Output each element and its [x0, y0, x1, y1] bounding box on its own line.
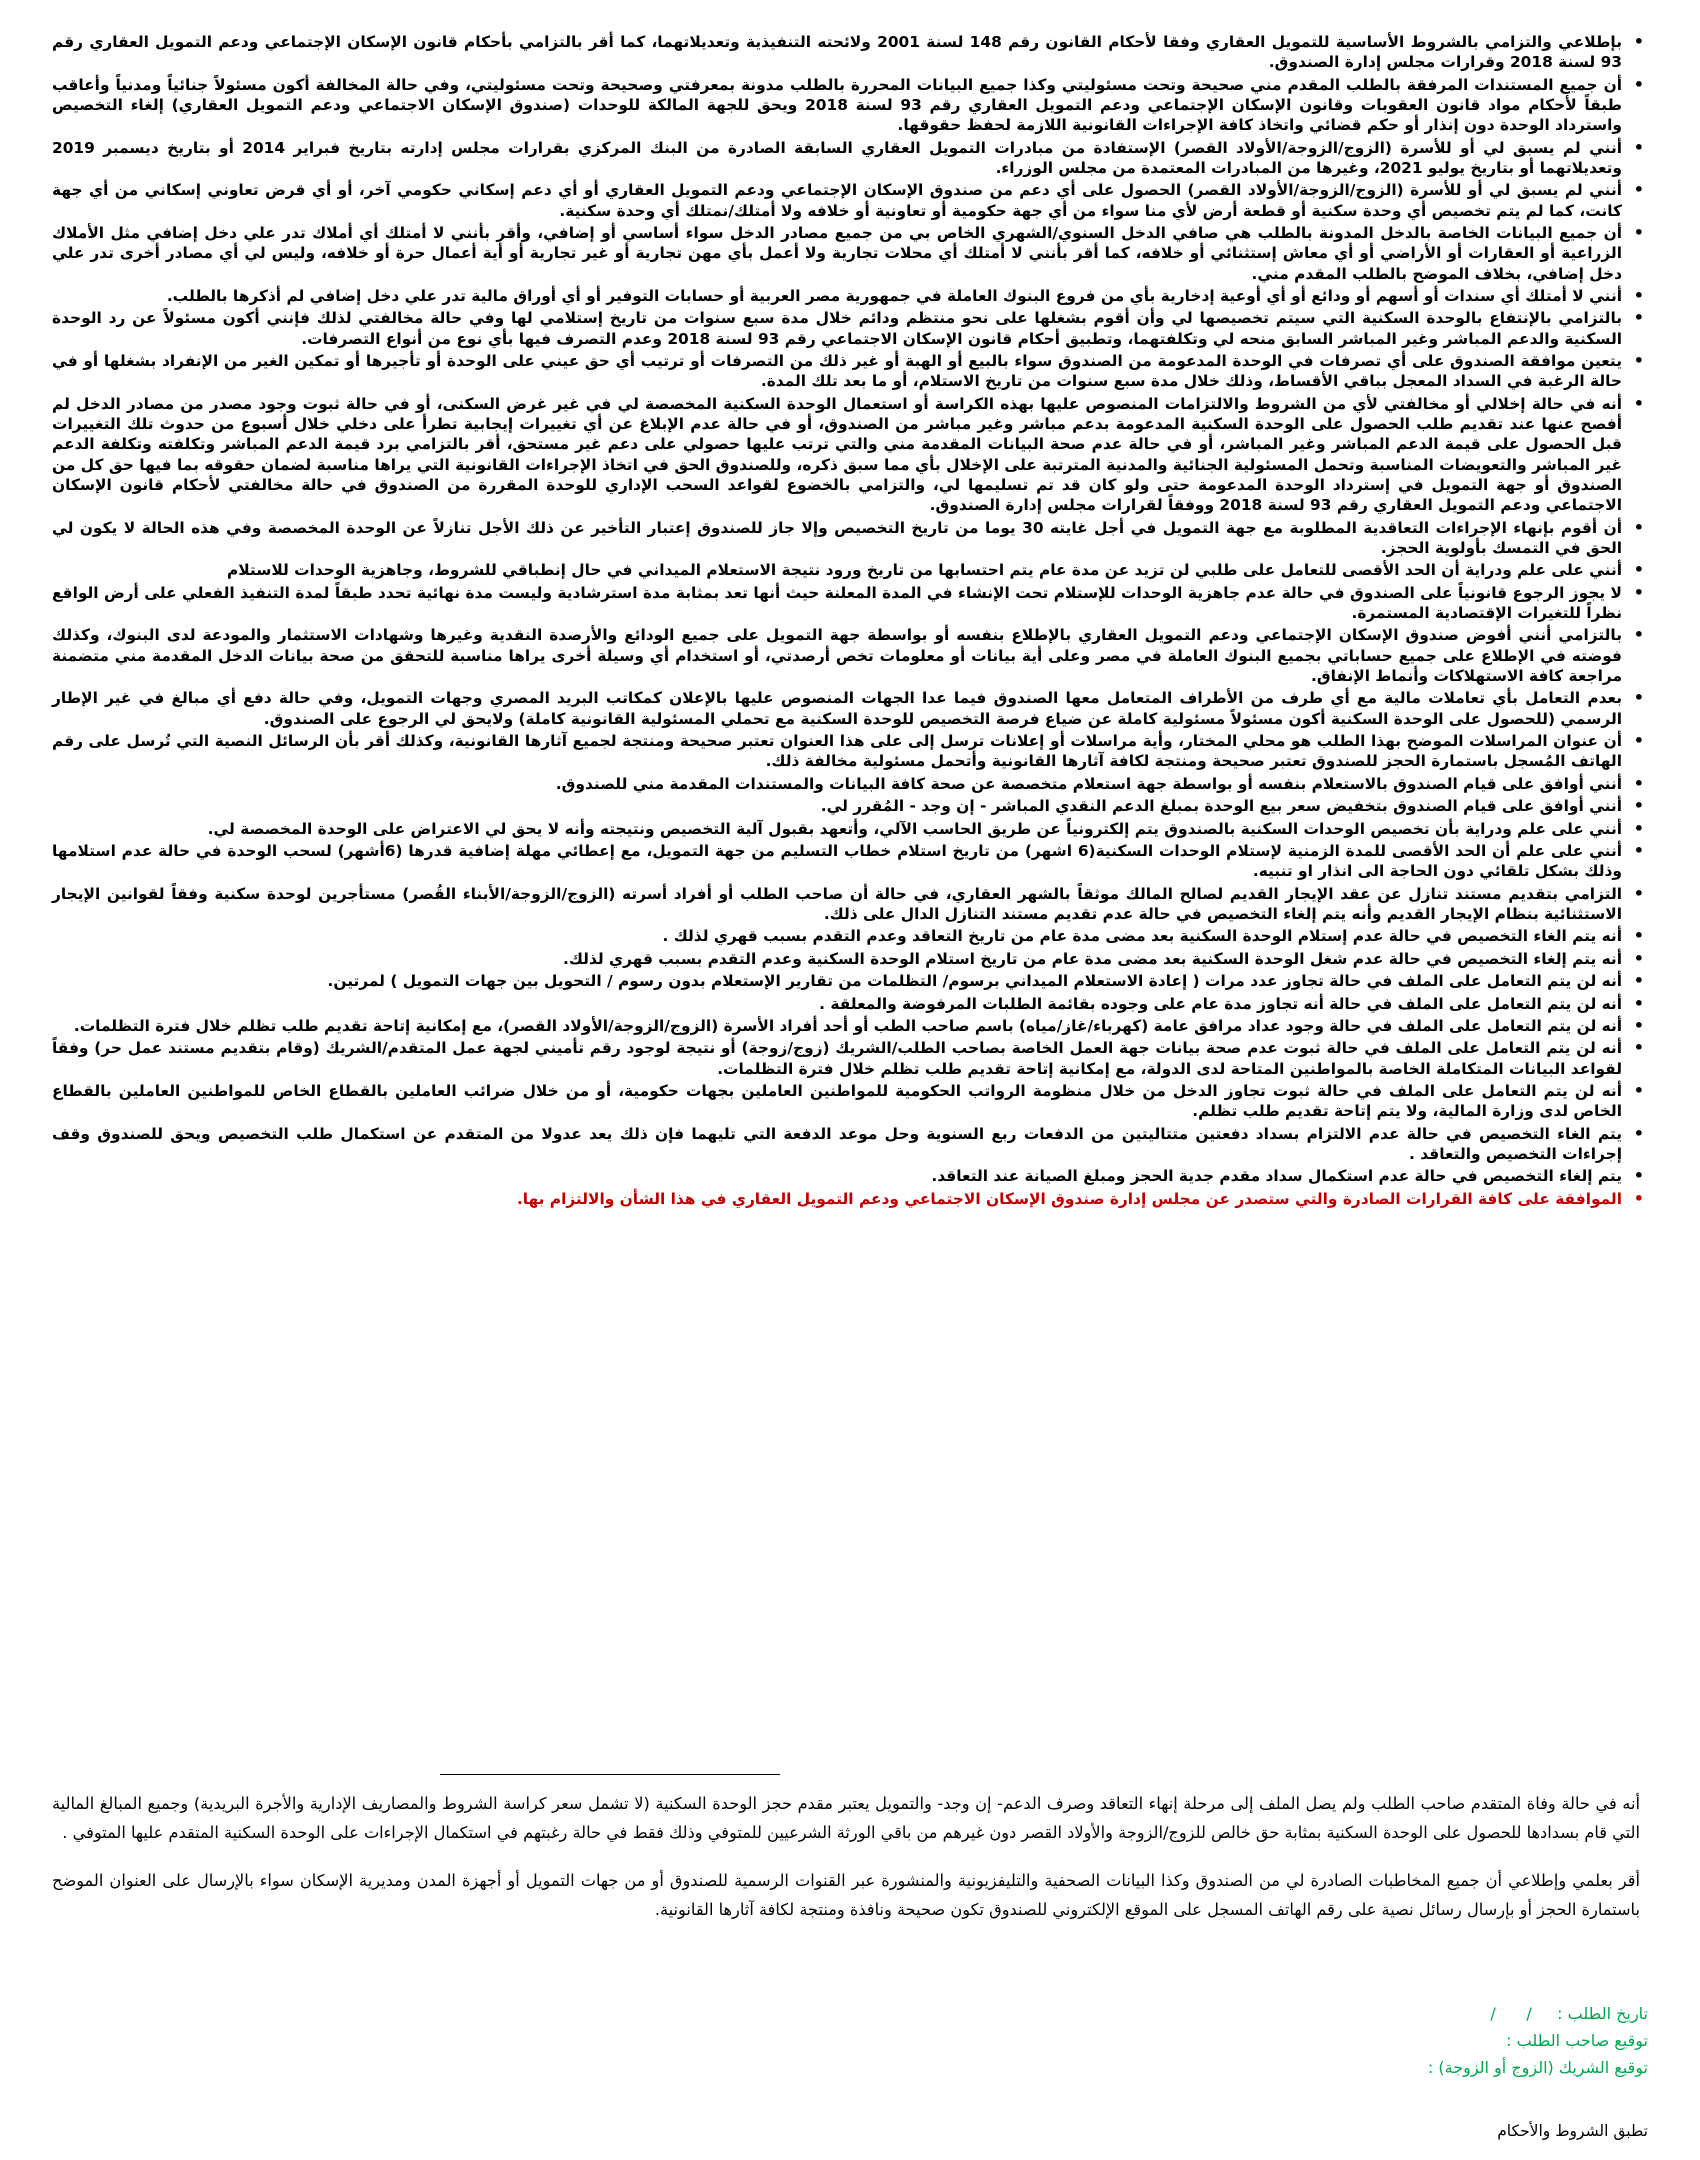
term-item: • أنني لم يسبق لي أو للأسرة (الزوج/الزوجة/الأولاد القصر) الإستفادة من مبادرات التمويل العقاري السابقة الصادرة من البنك المركزي بقرارات مجلس إدارته بتاريخ فبراير 2014 أو بتاريخ ديسمبر 2019 وتعديلاتهما أو بتاريخ يوليو 2021، وغيرها من المبادرات المعتمدة من مجلس الوزراء.	[52, 138, 1622, 179]
term-item: • بعدم التعامل بأي تعاملات مالية مع أي طرف من الأطراف المتعامل معها الصندوق فيما عدا الجهات المنصوص عليها بالإعلان كمكاتب البريد المصري وجهات التمويل، وفي حالة دفع أي مبالغ في غير الإطار الرسمي (للحصول على الوحدة السكنية أكون مسئولاً مسئولية كاملة عن ضياع فرصة التخصيص للوحدة السكنية مع تحملي المسئولية القانونية كاملة) ولايحق لي الرجوع على الصندوق.	[52, 688, 1622, 729]
term-item: • أنه في حالة إخلالي أو مخالفتي لأي من الشروط والالتزامات المنصوص عليها بهذه الكراسة أو استعمال الوحدة السكنية المخصصة لي في غير غرض السكنى، أو في حالة ثبوت وجود مصدر من مصادر الدخل لم أفصح عنها عند تقديم طلب الحصول على الوحدة السكنية المدعومة بدعم مباشر وغير مباشر من الصندوق، أو في حالة عدم الإبلاغ عن أي تغييرات إيجابية تطرأ على دخلي خلال أسبوع من حدوث تلك التغييرات قبل الحصول على قيمة الدعم المباشر وغير المباشر، أو في حالة عدم صحة البيانات المقدمة مني والتي ترتب عليها حصولي على دعم غير مستحق، أقر بالتزامي برد قيمة الدعم المباشر وتكلفته وتكلفة الدعم غير المباشر والتعويضات المناسبة وتحمل المسئولية الجنائية والمدنية المترتبة على الإخلال بأي مما سبق ذكره، وللصندوق الحق في اتخاذ الإجراءات القانونية التي يراها مناسبة لضمان حقوقه بما فيها حق كل من الصندوق أو جهة التمويل في إسترداد الوحدة المدعومة حتى ولو كان قد تم تسليمها لي، والتزامي بالخضوع لقواعد السحب الإداري للوحدة المقررة من الصندوق في حالة مخالفتي لأحكام قانون الإسكان الاجتماعي ودعم التمويل العقاري رقم 93 لسنة 2018 ووفقاً لقرارات مجلس إدارة الصندوق.	[52, 394, 1622, 516]
term-item: • أنني لم يسبق لي أو للأسرة (الزوج/الزوجة/الأولاد القصر) الحصول على أي دعم من صندوق الإسكان الإجتماعي ودعم التمويل العقاري أو أي دعم إسكاني حكومي آخر، أو أي قرض تعاوني إسكاني من أي جهة كانت، كما لم يتم تخصيص أي وحدة سكنية أو قطعة أرض لأي منا سواء من أي جهة حكومية أو تعاونية أو خلافه ولا أمتلك/نمتلك أي وحدة سكنية.	[52, 180, 1622, 221]
term-item: • أنني على علم ودراية أن الحد الأقصى للتعامل على طلبي لن تزيد عن مدة عام يتم احتسابها من تاريخ ورود نتيجة الاستعلام الميداني في حال إنطباقي للشروط، وجاهزية الوحدات للاستلام	[52, 560, 1622, 580]
term-item: • يتم إلغاء التخصيص في حالة عدم استكمال سداد مقدم جدية الحجز ومبلغ الصيانة عند التعاقد.	[52, 1166, 1622, 1186]
term-item: • أن أقوم بإنهاء الإجراءات التعاقدية المطلوبة مع جهة التمويل في أجل غايته 30 يوما من تاريخ التخصيص وإلا جاز للصندوق إعتبار التأخير عن ذلك الأجل تنازلاً عن الوحدة المخصصة وفي هذه الحالة لا يكون لي الحق في التمسك بأولوية الحجز.	[52, 518, 1622, 559]
term-item: • بإطلاعي والتزامي بالشروط الأساسية للتمويل العقاري وفقا لأحكام القانون رقم 148 لسنة 2001 ولائحته التنفيذية وتعديلاتهما، كما أقر بالتزامي بأحكام قانون الإسكان الإجتماعي ودعم التمويل العقاري رقم 93 لسنة 2018 وقرارات مجلس إدارة الصندوق.	[52, 32, 1622, 73]
note-paragraph: أنه في حالة وفاة المتقدم صاحب الطلب ولم يصل الملف إلى مرحلة إنهاء التعاقد وصرف الدعم- إن وجد- والتمويل يعتبر مقدم حجز الوحدة السكنية (لا تشمل سعر كراسة الشروط والمصاريف الإدارية والأجرة البريدية) وجميع المبالغ المالية التي قام بسدادها للحصول على الوحدة السكنية بمثابة حق خالص للزوج/الزوجة والأولاد القصر دون غيرهم من باقي الورثة الشرعيين للمتوفي وذلك فقط في حالة رغبتهم في استكمال الإجراءات على الوحدة السكنية المتقدم عليها المتوفي .	[52, 1794, 1640, 1842]
term-item: • أنه لن يتم التعامل على الملف في حالة وجود عداد مرافق عامة (كهرباء/غاز/مياه) باسم صاحب الطب أو أحد أفراد الأسرة (الزوج/الزوجة/الأولاد القصر)، مع إمكانية إتاحة تقديم طلب تظلم خلال فترة التظلمات.	[52, 1016, 1622, 1036]
term-item: • يتم الغاء التخصيص في حالة عدم الالتزام بسداد دفعتين متتاليتين من الدفعات ربع السنوية وحل موعد الدفعة التي تليهما فإن ذلك يعد عدولا من المتقدم عن استكمال طلب التخصيص ويحق للصندوق وقف إجراءات التخصيص والتعاقد .	[52, 1124, 1622, 1165]
term-item: • أنني لا أمتلك أي سندات أو أسهم أو ودائع أو أي أوعية إدخارية بأي من فروع البنوك العاملة في جمهورية مصر العربية أو حسابات التوفير أو أي أوراق مالية تدر علي دخل إضافي لم أذكرها بالطلب.	[52, 286, 1622, 306]
term-item: • أن جميع البيانات الخاصة بالدخل المدونة بالطلب هي صافي الدخل السنوي/الشهري الخاص بي من جميع مصادر الدخل سواء أساسي أو إضافي، وأقر بأنني لا أمتلك أي أملاك تدر علي دخل إضافي مثل الأملاك الزراعية أو العقارات أو الأراضي أو أي معاش إستثنائي أو خلافه، كما أقر بأنني لا أمتلك أي محلات تجارية ولا أعمل بأي مهن تجارية أو غير تجارية أو أية أعمال حرة أو خلافه، وليس لي أي مصادر أخرى تدر علي دخل إضافي، بخلاف الموضح بالطلب المقدم مني.	[52, 223, 1622, 284]
term-item: • أنني أوافق على قيام الصندوق بالاستعلام بنفسه أو بواسطة جهة استعلام متخصصة عن صحة كافة البيانات والمستندات المقدمة مني للصندوق.	[52, 774, 1622, 794]
term-item: • الموافقة على كافة القرارات الصادرة والتي ستصدر عن مجلس إدارة صندوق الإسكان الاجتماعي ودعم التمويل العقاري في هذا الشأن والالتزام بها.	[52, 1189, 1622, 1209]
term-item: • لا يجوز الرجوع قانونياً على الصندوق في حالة عدم جاهزية الوحدات للإستلام تحت الإنشاء في المدة المعلنة حيث أنها تعد بمثابة مدة استرشادية وليست مدة نهائية تحدد طبقاً لمدة التنفيذ الفعلي على أرض الواقع نظراً للتغيرات الإقتصادية المستمرة.	[52, 583, 1622, 624]
terms-section	[52, 32, 1648, 1211]
term-item: • أنني أوافق على قيام الصندوق بتخفيض سعر بيع الوحدة بمبلغ الدعم النقدي المباشر - إن وجد - المُقرر لي.	[52, 796, 1622, 816]
term-item: • يتعين موافقة الصندوق على أي تصرفات في الوحدة المدعومة من الصندوق سواء بالبيع أو الهبة أو غير ذلك من التصرفات أو ترتيب أي حق عيني على الوحدة أو تأجيرها أو تمكين الغير من الإنفراد بشغلها أو في حالة الرغبة في السداد المعجل بباقي الأقساط، وذلك خلال مدة سبع سنوات من تاريخ الاستلام، أو ما بعد تلك المدة.	[52, 351, 1622, 392]
term-item: • أنه لن يتم التعامل على الملف في حالة ثبوت عدم صحة بيانات جهة العمل الخاصة بصاحب الطلب/الشريك (زوج/زوجة) أو نتيجة لوجود رقم تأميني لجهة عمل المتقدم/الشريك (وقام بتقديم مستند عمل حر) وفقاً لقواعد البيانات المتكاملة الخاصة بالمواطنين المتاحة لدى الدولة، مع إمكانية إتاحة تقديم طلب تظلم خلال فترة التظلمات.	[52, 1038, 1622, 1079]
application-date-label: تاريخ الطلب : / /	[1490, 2004, 1648, 2023]
term-item: • بالتزامي أنني أفوض صندوق الإسكان الإجتماعي ودعم التمويل العقاري بالإطلاع بنفسه أو بواسطة جهة التمويل على جميع الودائع والأرصدة النقدية وغيرها وشهادات الاستثمار والمودعة لدى البنوك، وكذلك فوضته في الإطلاع على جميع حساباتي بجميع البنوك العاملة في مصر وعلى أية بيانات أو معلومات تخص أرصدتي، أو استخدام أي وسيلة أخرى يراها مناسبة للتحقق من صحة بيانات الدخل المقدمة مني متضمنة مراجعة كافة الاستهلاكات وأنماط الإنفاق.	[52, 625, 1622, 686]
term-item: • أنه لن يتم التعامل على الملف في حالة أنه تجاوز مدة عام على وجوده بقائمة الطلبات المرفوضة والمعلقة .	[52, 994, 1622, 1014]
term-item: • التزامي بتقديم مستند تنازل عن عقد الإيجار القديم لصالح المالك موثقاً بالشهر العقاري، في حالة أن صاحب الطلب أو أفراد أسرته (الزوج/الزوجة/الأبناء القُصر) مستأجرين لوحدة سكنية وفقاً لقوانين الإيجار الاستثنائية بنظام الإيجار القديم وأنه يتم إلغاء التخصيص في حالة عدم تقديم مستند التنازل الدال على ذلك.	[52, 884, 1622, 925]
term-item: • بالتزامي بالإنتفاع بالوحدة السكنية التي سيتم تخصيصها لي وأن أقوم بشغلها على نحو منتظم ودائم خلال مدة سبع سنوات من تاريخ إستلامي لها وفي حالة مخالفتي لذلك فإنني أكون مسئولاً عن رد الوحدة السكنية والدعم المباشر وغير المباشر السابق منحه لي وتكلفتهما، وتطبيق أحكام قانون الإسكان الاجتماعي رقم 93 لسنة 2018 وعدم التصرف فيها بأي نوع من أنواع التصرفات.	[52, 308, 1622, 349]
notes-section	[52, 1790, 1648, 1944]
footer-note: تطبق الشروط والأحكام	[1497, 2122, 1648, 2140]
term-item: • أنه لن يتم التعامل على الملف في حالة ثبوت تجاوز الدخل من خلال منظومة الرواتب الحكومية للمواطنين العاملين بجهات حكومية، أو من خلال ضرائب العاملين بالقطاع الخاص للمواطنين العاملين بالقطاع الخاص لدى وزارة المالية، ولا يتم إتاحة تقديم طلب تظلم.	[52, 1081, 1622, 1122]
terms-list	[52, 32, 1648, 1209]
term-item: • أنه لن يتم التعامل على الملف في حالة تجاوز عدد مرات ( إعادة الاستعلام الميداني برسوم/ التظلمات من تقارير الإستعلام بدون رسوم / التحويل بين جهات التمويل ) لمرتين.	[52, 971, 1622, 991]
note-paragraph: أقر بعلمي وإطلاعي أن جميع المخاطبات الصادرة لي من الصندوق وكذا البيانات الصحفية والتليفزيونية والمنشورة عبر القنوات الرسمية للصندوق أو من جهات التمويل أو أجهزة المدن ومديرية الإسكان سواء بالإرسال على العنوان الموضح باستمارة الحجز أو بإرسال رسائل نصية على رقم الهاتف المسجل على الموقع الإلكتروني للصندوق تكون صحيحة ونافذة ومنتجة لكافة آثارها القانونية.	[52, 1871, 1640, 1919]
term-item: • أنني على علم ودراية بأن تخصيص الوحدات السكنية بالصندوق يتم إلكترونياً عن طريق الحاسب الآلي، وأتعهد بقبول آلية التخصيص ونتيجته وأنه لا يحق لي الاعتراض على الوحدة المخصصة لي.	[52, 819, 1622, 839]
term-item: • أن جميع المستندات المرفقة بالطلب المقدم مني صحيحة وتحت مسئوليتي وكذا جميع البيانات المحررة بالطلب مدونة بمعرفتي وصحيحة وتحت مسئوليتي، وفي حالة المخالفة أكون مسئولاً جنائياً ومدنياً وأعاقب طبقاً لأحكام مواد قانون العقوبات وقانون الإسكان الإجتماعي ودعم التمويل العقاري رقم 93 لسنة 2018 ويحق للجهة المالكة للوحدات (صندوق الإسكان الاجتماعي ودعم التمويل العقاري) إلغاء التخصيص واسترداد الوحدة دون إنذار أو حكم قضائي واتخاذ كافة الإجراءات القانونية اللازمة لحفظ حقوقها.	[52, 75, 1622, 136]
term-item: • أنه يتم الغاء التخصيص في حالة عدم إستلام الوحدة السكنية بعد مضى مدة عام من تاريخ التعاقد وعدم التقدم بسبب قهري لذلك .	[52, 926, 1622, 946]
applicant-signature-label: توقيع صاحب الطلب :	[1506, 2031, 1648, 2050]
term-item: • أن عنوان المراسلات الموضح بهذا الطلب هو محلي المختار، وأية مراسلات أو إعلانات ترسل إلى على هذا العنوان تعتبر صحيحة ومنتجة لجميع آثارها القانونية، وكذلك أقر بأن الرسائل النصية التي تُرسل على رقم الهاتف المُسجل باستمارة الحجز للصندوق تعتبر صحيحة ومنتجة لكافة آثارها القانونية وأتحمل مسئولية مخالفة ذلك.	[52, 731, 1622, 772]
section-divider	[440, 1774, 780, 1775]
term-item: • أنني على علم أن الحد الأقصى للمدة الزمنية لإستلام الوحدات السكنية(6 اشهر) من تاريخ استلام خطاب التسليم من جهة التمويل، مع إعطائي مهلة إضافية قدرها (6أشهر) لسحب الوحدة في حالة عدم استلامها وذلك بشكل تلقائي دون الحاجة الى انذار او تنبيه.	[52, 841, 1622, 882]
signature-block	[1048, 2000, 1648, 2081]
partner-signature-label: توقيع الشريك (الزوج أو الزوجة) :	[1427, 2058, 1648, 2077]
term-item: • أنه يتم إلغاء التخصيص في حالة عدم شغل الوحدة السكنية بعد مضى مدة عام من تاريخ استلام الوحدة السكنية وعدم التقدم بسبب قهري لذلك.	[52, 949, 1622, 969]
